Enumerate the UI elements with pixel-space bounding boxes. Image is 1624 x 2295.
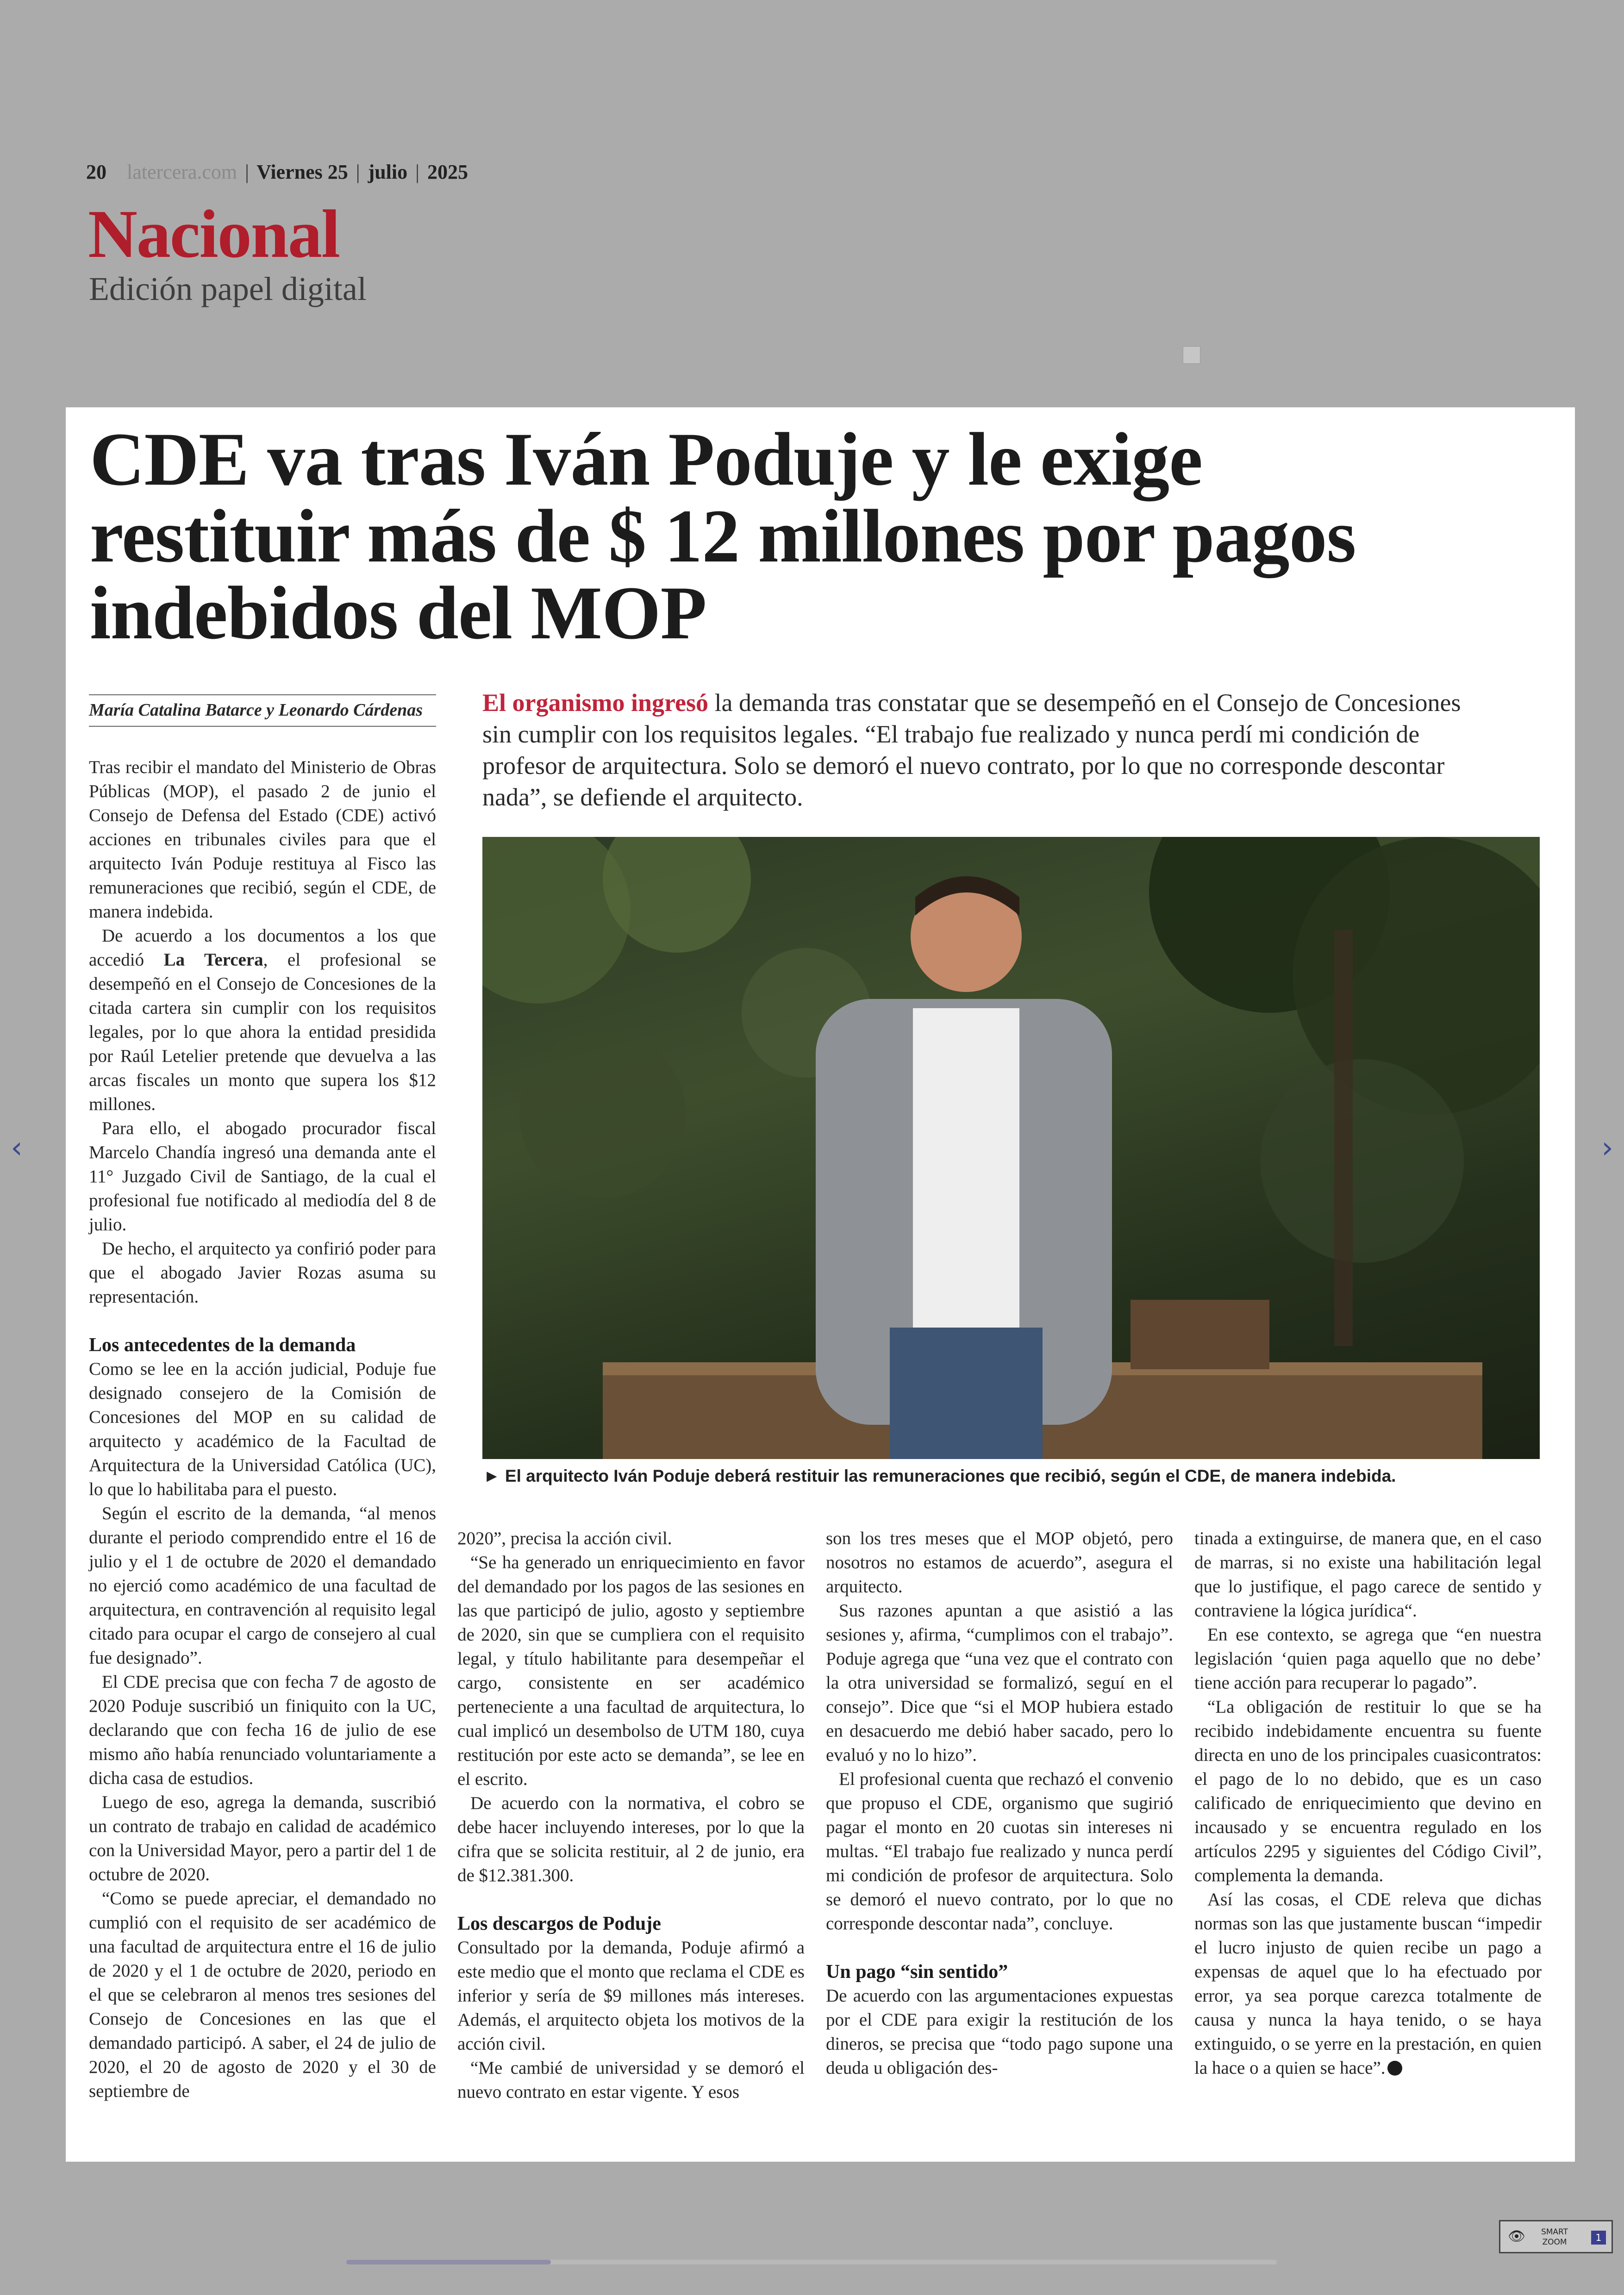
date-year: 2025 — [427, 161, 468, 183]
paragraph: De acuerdo con las argumentaciones expuestas por el CDE para exigir la restitución de los dineros, se precisa que “todo pago supone una deuda u obligación des- — [826, 1986, 1173, 2078]
paragraph: 2020”, precisa la acción civil. — [457, 1528, 672, 1548]
paragraph: Consultado por la demanda, Poduje afirmó a este medio que el monto que reclama el CDE es inferior y sería de $9 millones más intereses. Además, el arquitecto objeta los motivos de la acción civil. — [457, 1938, 805, 2054]
paragraph: son los tres meses que el MOP objetó, pero nosotros no estamos de acuerdo”, asegura el arquitecto. — [826, 1528, 1173, 1597]
lead-paragraph — [482, 687, 1473, 813]
separator: | — [356, 161, 360, 183]
article-photo — [482, 837, 1540, 1459]
paragraph: “Como se puede apreciar, el demandado no cumplió con el requisito de ser académico de una facultad de arquitectura entre el 16 de julio de 2020 y el 1 de octubre de 2020, periodo en el que se celebraron al menos tres sesiones del Consejo de Concesiones en las que el demandado participó. A saber, el 24 de julio de 2020, el 20 de agosto de 2020 y el 30 de septiembre de — [89, 1889, 436, 2101]
paragraph: “La obligación de restituir lo que se ha recibido indebidamente encuentra su fuente directa en uno de los principales cuasicontratos: el pago de lo no debido, que es un caso calificado de enriquecimiento que devino en incausado y se encuentra regulado en los artículos 2295 y siguientes del Código Civil”, complementa la demanda. — [1194, 1697, 1542, 1885]
paragraph: De hecho, el arquitecto ya confirió poder para que el abogado Javier Rozas asuma su representación. — [89, 1239, 436, 1307]
spacer — [457, 1888, 805, 1912]
section-subtitle: Edición papel digital — [89, 270, 367, 307]
paragraph — [89, 924, 436, 1116]
separator: | — [415, 161, 419, 183]
byline: María Catalina Batarce y Leonardo Cárdenas — [89, 694, 436, 727]
site-name: latercera.com — [127, 161, 237, 183]
subheading: Los descargos de Poduje — [457, 1913, 661, 1934]
eye-icon: 👁 — [1508, 2228, 1526, 2245]
smart-zoom-count: 1 — [1591, 2231, 1606, 2245]
article-column-4 — [1194, 1527, 1542, 2080]
section-title: Nacional — [88, 196, 340, 272]
page-number: 20 — [86, 161, 106, 183]
separator: | — [245, 161, 249, 183]
paragraph-text: , el profesional se desempeñó en el Consejo de Concesiones de la citada cartera sin cumplir con los requisitos legales, por lo que ahora la entidad presidida por Raúl Letelier pretende que devuelva a las arcas fiscales un monto que supera los $12 millones. — [89, 950, 436, 1114]
paragraph: De acuerdo con la normativa, el cobro se debe hacer incluyendo intereses, por lo que la cifra que se solicita restituir, al 2 de junio, era de $12.381.300. — [457, 1793, 805, 1885]
paragraph: Según el escrito de la demanda, “al menos durante el periodo comprendido entre el 16 de julio y el 1 de octubre de 2020 el demandado no ejerció como académico de una facultad de arquitectura, en contravención al requisito legal citado para ocupar el cargo de consejero al cual fue designado”. — [89, 1503, 436, 1668]
article-column-3 — [826, 1527, 1173, 2080]
paragraph: Sus razones apuntan a que asistió a las sesiones y, afirma, “cumplimos con el trabajo”. Poduje agrega que “una vez que el contrato con la otra universidad se formalizó, seguí en el consejo”. Dice que “si el MOP hubiera estado en desacuerdo me debió haber sacado, pero lo evaluó y no lo hizo”. — [826, 1601, 1173, 1765]
article-column-1 — [89, 755, 436, 2103]
paragraph: Luego de eso, agrega la demanda, suscribió un contrato de trabajo en calidad de académico con la Universidad Mayor, pero a partir del 1 de octubre de 2020. — [89, 1792, 437, 1884]
chevron-left-icon[interactable]: ‹ — [11, 1131, 23, 1165]
photo-caption: ► El arquitecto Iván Poduje deberá restituir las remuneraciones que recibió, según el CDE, de manera indebida. — [483, 1466, 1396, 1485]
page-header-line — [86, 160, 468, 184]
paragraph: Como se lee en la acción judicial, Poduje fue designado consejero de la Comisión de Concesiones del MOP en su calidad de arquitecto y académico de la Facultad de Arquitectura de la Universidad Católica (UC), lo que lo habilitaba para el puesto. — [89, 1359, 436, 1499]
date-month: julio — [368, 161, 408, 183]
smart-zoom-label: SMART ZOOM — [1541, 2227, 1568, 2247]
paragraph-text: Así las cosas, el CDE releva que dichas normas son las que justamente buscan “impedir el lucro injusto de quien recibe un pago a expensas de aquel que lo ha efectuado por error, ya sea porque carezca totalmente de causa y nunca la haya tenido, o se haya extinguido, o se yerre en la prestación, en quien la hace o a quien se hace”. — [1194, 1890, 1542, 2078]
paragraph: Para ello, el abogado procurador fiscal Marcelo Chandía ingresó una demanda ante el 11° Juzgado Civil de Santiago, de la cual el profesional fue notificado al mediodía del 8 de julio. — [89, 1118, 436, 1235]
paragraph: tinada a extinguirse, de manera que, en el caso de marras, si no existe una habilitación legal que lo justifique, el pago carece de sentido y contraviene la lógica jurídica“. — [1194, 1528, 1542, 1621]
spacer — [89, 1309, 436, 1333]
spacer — [826, 1936, 1173, 1960]
page-progress-fill — [346, 2260, 551, 2264]
paragraph-text: De acuerdo a los documentos a los que accedió — [89, 926, 436, 970]
paragraph — [1194, 1888, 1542, 2080]
lead-highlight: El organismo ingresó — [482, 689, 709, 717]
end-of-article-icon — [1387, 2061, 1402, 2076]
page-marker-icon[interactable] — [1183, 346, 1200, 364]
paragraph: Tras recibir el mandato del Ministerio de Obras Públicas (MOP), el pasado 2 de junio el Consejo de Defensa del Estado (CDE) activó acciones en tribunales civiles para que el arquitecto Iván Poduje restituya al Fisco las remuneraciones que recibió, según el CDE, de manera indebida. — [89, 757, 436, 922]
article-column-2 — [457, 1527, 805, 2104]
newspaper-name: La Tercera — [163, 950, 263, 970]
smart-zoom-button[interactable] — [1499, 2220, 1613, 2253]
lead-text: la demanda tras constatar que se desempeñó en el Consejo de Concesiones sin cumplir con los requisitos legales. “El trabajo fue realizado y nunca perdí mi condición de profesor de arquitectura. Solo se demoró el nuevo contrato, por lo que no corresponde descontar nada”, se defiende el arquitecto. — [482, 689, 1461, 811]
page-progress-bar[interactable] — [346, 2260, 1277, 2264]
paragraph: El CDE precisa que con fecha 7 de agosto de 2020 Poduje suscribió un finiquito con la UC, declarando que con fecha 16 de julio de ese mismo año había renunciado voluntariamente a dicha casa de estudios. — [89, 1672, 436, 1788]
paragraph: El profesional cuenta que rechazó el convenio que propuso el CDE, organismo que sugirió pagar el monto en 20 cuotas sin intereses ni multas. “El trabajo fue realizado y nunca perdí mi condición de profesor de arquitectura. Solo se demoró el nuevo contrato, por lo que no corresponde descontar nada”, concluye. — [826, 1769, 1173, 1933]
photo-illustration — [482, 837, 1540, 1459]
subheading: Los antecedentes de la demanda — [89, 1335, 356, 1356]
paragraph: “Se ha generado un enriquecimiento en favor del demandado por los pagos de las sesiones en las que participó de julio, agosto y septiembre de 2020, sin que se cumpliera con el requisito legal, y título habilitante para desempeñar el cargo, consistente en ser académico perteneciente a una facultad de arquitectura, lo cual implicó un desembolso de UTM 180, cuya restitución por este acto se demanda”, se lee en el escrito. — [457, 1553, 805, 1789]
paragraph: En ese contexto, se agrega que “en nuestra legislación ‘quien paga aquello que no debe’ tiene acción para recuperar lo pagado”. — [1194, 1625, 1542, 1693]
headline: CDE va tras Iván Poduje y le exige restituir más de $ 12 millones por pagos indebidos del MOP — [90, 418, 1356, 655]
subheading: Un pago “sin sentido” — [826, 1961, 1008, 1983]
date-weekday-day: Viernes 25 — [256, 161, 348, 183]
newspaper-page — [66, 407, 1575, 2162]
paragraph: “Me cambié de universidad y se demoró el nuevo contrato en estar vigente. Y esos — [457, 2058, 805, 2102]
chevron-right-icon[interactable]: › — [1601, 1131, 1613, 1165]
